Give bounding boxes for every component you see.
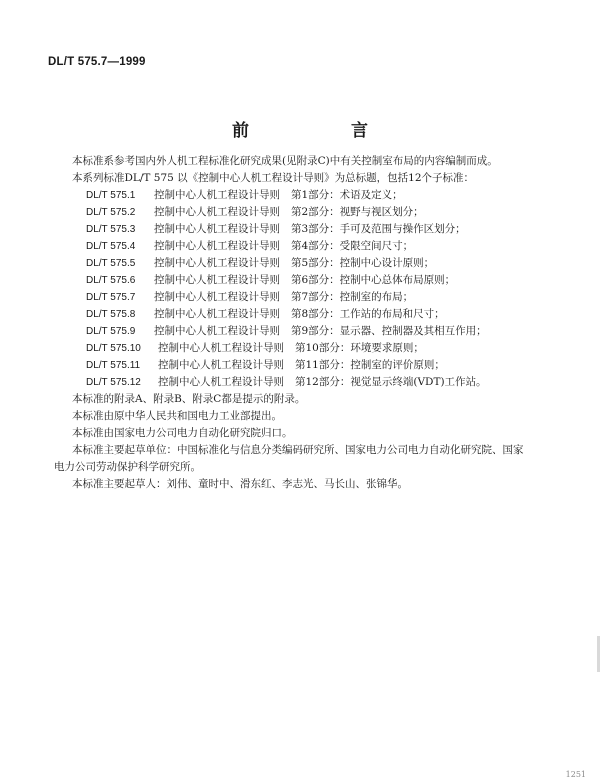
list-item xyxy=(72,221,552,238)
drafting-organizations xyxy=(54,442,552,476)
standard-code: DL/T 575.5 xyxy=(86,258,136,269)
list-item xyxy=(72,340,552,357)
list-item xyxy=(72,306,552,323)
standard-code: DL/T 575.8 xyxy=(86,309,136,320)
list-item xyxy=(72,204,552,221)
standard-code: DL/T 575.9 xyxy=(86,326,136,337)
standard-name: 控制中心人机工程设计导则 xyxy=(154,240,280,252)
intro-paragraph-1: 本标准系参考国内外人机工程标准化研究成果(见附录C)中有关控制室布局的内容编制而成。 xyxy=(72,155,498,167)
list-item xyxy=(72,187,552,204)
list-item xyxy=(72,238,552,255)
list-item xyxy=(72,357,552,374)
standard-code: DL/T 575.2 xyxy=(86,207,136,218)
standard-part: 第11部分：控制室的评价原则； xyxy=(295,359,445,371)
standard-code: DL/T 575.10 xyxy=(86,343,141,354)
standard-part: 第12部分：视觉显示终端(VDT)工作站。 xyxy=(295,376,487,388)
standard-part: 第10部分：环境要求原则； xyxy=(295,342,424,354)
drafters-note: 本标准主要起草人：刘伟、童时中、滑东红、李志光、马长山、张锦华。 xyxy=(72,478,408,490)
standard-part: 第3部分：手可及范围与操作区划分； xyxy=(291,223,466,235)
standard-part: 第1部分：术语及定义； xyxy=(291,189,403,201)
standard-part: 第5部分：控制中心设计原则； xyxy=(291,257,435,269)
standard-code: DL/T 575.7 xyxy=(86,292,136,303)
page-title: 前 言 xyxy=(232,121,416,141)
standard-name: 控制中心人机工程设计导则 xyxy=(154,325,280,337)
drafting-organizations-line-1: 本标准主要起草单位：中国标准化与信息分类编码研究所、国家电力公司电力自动化研究院、国家 xyxy=(72,444,524,456)
page-number: 1251 xyxy=(565,770,586,779)
standard-name: 控制中心人机工程设计导则 xyxy=(154,206,280,218)
standard-name: 控制中心人机工程设计导则 xyxy=(158,359,284,371)
standard-code: DL/T 575.12 xyxy=(86,377,141,388)
document-code: DL/T 575.7—1999 xyxy=(48,56,146,68)
proposer-note: 本标准由原中华人民共和国电力工业部提出。 xyxy=(72,410,282,422)
standard-name: 控制中心人机工程设计导则 xyxy=(154,189,280,201)
standard-code: DL/T 575.11 xyxy=(86,360,141,371)
standard-name: 控制中心人机工程设计导则 xyxy=(154,274,280,286)
standard-name: 控制中心人机工程设计导则 xyxy=(154,257,280,269)
list-item xyxy=(72,255,552,272)
standard-part: 第6部分：控制中心总体布局原则； xyxy=(291,274,456,286)
standard-name: 控制中心人机工程设计导则 xyxy=(158,342,284,354)
drafting-organizations-line-2: 电力公司劳动保护科学研究所。 xyxy=(54,461,201,473)
list-item xyxy=(72,323,552,340)
standard-code: DL/T 575.6 xyxy=(86,275,136,286)
standard-part: 第8部分：工作站的布局和尺寸； xyxy=(291,308,445,320)
appendix-note: 本标准的附录A、附录B、附录C都是提示的附录。 xyxy=(72,393,306,405)
standard-name: 控制中心人机工程设计导则 xyxy=(154,308,280,320)
standard-code: DL/T 575.4 xyxy=(86,241,136,252)
standard-name: 控制中心人机工程设计导则 xyxy=(154,291,280,303)
standard-part: 第2部分：视野与视区划分； xyxy=(291,206,424,218)
standard-code: DL/T 575.3 xyxy=(86,224,136,235)
standard-part: 第9部分：显示器、控制器及其相互作用； xyxy=(291,325,487,337)
manager-note: 本标准由国家电力公司电力自动化研究院归口。 xyxy=(72,427,293,439)
list-item xyxy=(72,272,552,289)
standard-name: 控制中心人机工程设计导则 xyxy=(154,223,280,235)
list-item xyxy=(72,289,552,306)
standards-list xyxy=(72,187,552,391)
foreword-body xyxy=(54,153,552,493)
list-item xyxy=(72,374,552,391)
intro-paragraph-2: 本系列标准DL/T 575 以《控制中心人机工程设计导则》为总标题，包括12个子标准： xyxy=(72,172,475,184)
standard-part: 第4部分：受限空间尺寸； xyxy=(291,240,414,252)
standard-part: 第7部分：控制室的布局； xyxy=(291,291,414,303)
standard-code: DL/T 575.1 xyxy=(86,190,136,201)
standard-name: 控制中心人机工程设计导则 xyxy=(158,376,284,388)
